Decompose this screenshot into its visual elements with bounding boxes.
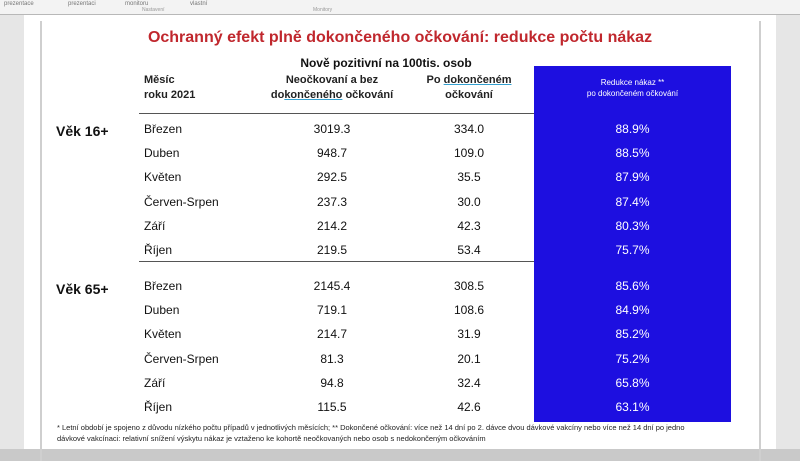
slide-subtitle: Nově pozitivní na 100tis. osob <box>300 56 472 70</box>
ribbon-group-settings: Nastavení <box>142 7 165 13</box>
cell-unvacc: 948.7 <box>316 146 348 160</box>
app-ribbon <box>0 0 800 15</box>
table-row <box>24 352 776 372</box>
header-unvacc-line2 <box>252 88 412 103</box>
header-unvacc-line1: Neočkovaní a bez <box>285 74 379 86</box>
header-vacc-line1a: Po <box>426 74 444 86</box>
cell-reduction: 84.9% <box>615 303 650 317</box>
cell-vacc: 32.4 <box>457 376 481 390</box>
right-gutter <box>776 15 800 449</box>
cell-reduction: 65.8% <box>615 376 650 390</box>
cell-vacc: 42.6 <box>457 400 481 414</box>
slide-title: Ochranný efekt plně dokončeného očkování: redukce počtu nákaz <box>147 29 653 46</box>
footnote <box>57 422 757 444</box>
cell-month: Květen <box>144 327 182 341</box>
cell-reduction: 87.4% <box>615 195 650 209</box>
table-row <box>24 243 776 263</box>
header-unvacc-line2a: do <box>270 89 285 101</box>
cell-month: Březen <box>144 279 183 293</box>
header-reduction-line1: Redukce nákaz ** <box>600 78 665 87</box>
cell-month: Březen <box>144 122 183 136</box>
table-row <box>24 303 776 323</box>
cell-month: Září <box>144 376 166 390</box>
cell-reduction: 88.9% <box>615 122 650 136</box>
table-row <box>24 376 776 396</box>
table-row <box>24 400 776 420</box>
table-row <box>24 279 776 299</box>
header-reduction-line2: po dokončeném očkování <box>586 89 679 98</box>
cell-unvacc: 719.1 <box>316 303 348 317</box>
group-label-65: Věk 65+ <box>56 281 109 297</box>
cell-vacc: 108.6 <box>453 303 485 317</box>
cell-reduction: 85.2% <box>615 327 650 341</box>
cell-reduction: 75.7% <box>615 243 650 257</box>
cell-vacc: 53.4 <box>457 243 481 257</box>
cell-month: Říjen <box>144 400 173 414</box>
cell-month: Duben <box>144 146 180 160</box>
cell-unvacc: 214.2 <box>316 219 348 233</box>
cell-month: Květen <box>144 170 182 184</box>
cell-reduction: 87.9% <box>615 170 650 184</box>
table-row <box>24 146 776 166</box>
cell-unvacc: 292.5 <box>316 170 348 184</box>
table-row <box>24 327 776 347</box>
cell-unvacc: 214.7 <box>316 327 348 341</box>
cell-unvacc: 2145.4 <box>313 279 351 293</box>
cell-vacc: 334.0 <box>453 122 485 136</box>
cell-vacc: 35.5 <box>457 170 481 184</box>
cell-unvacc: 94.8 <box>320 376 344 390</box>
cell-month: Červen-Srpen <box>144 352 219 366</box>
cell-vacc: 30.0 <box>457 195 481 209</box>
cell-vacc: 42.3 <box>457 219 481 233</box>
ribbon-item-4[interactable]: vlastní <box>190 1 208 7</box>
cell-month: Září <box>144 219 166 233</box>
cell-month: Červen-Srpen <box>144 195 219 209</box>
table-row <box>24 195 776 215</box>
left-gutter <box>0 15 24 449</box>
header-unvaccinated <box>252 73 412 103</box>
divider-top <box>139 113 534 114</box>
header-month <box>144 73 195 103</box>
header-reduction <box>534 77 731 99</box>
table-row <box>24 219 776 239</box>
cell-vacc: 308.5 <box>453 279 485 293</box>
ribbon-item-1[interactable]: prezentace <box>4 1 34 7</box>
cell-unvacc: 219.5 <box>316 243 348 257</box>
cell-vacc: 31.9 <box>457 327 481 341</box>
group-label-16: Věk 16+ <box>56 123 109 139</box>
cell-vacc: 109.0 <box>453 146 485 160</box>
footnote-line2: dávkové vakcínaci: relativní snížení výskytu nákaz je vztaženo ke kohortě neočkovaných nebo osob s nedokončeným očkováním <box>57 434 486 443</box>
table-row <box>24 170 776 190</box>
table-row <box>24 122 776 142</box>
header-vacc-line2: očkování <box>445 89 493 101</box>
slide-canvas <box>24 15 776 449</box>
cell-reduction: 63.1% <box>615 400 650 414</box>
cell-vacc: 20.1 <box>457 352 481 366</box>
ribbon-item-2[interactable]: prezentaci <box>68 1 96 7</box>
cell-month: Říjen <box>144 243 173 257</box>
cell-reduction: 80.3% <box>615 219 650 233</box>
header-vacc-line1 <box>404 73 534 88</box>
cell-unvacc: 81.3 <box>320 352 344 366</box>
footnote-line1: * Letní období je spojeno z důvodu nízkého počtu případů v jednotlivých měsících; ** Dokončené očkování: více než 14 dní po 2. dávce dvou dávkové vakcíny nebo více než 14 dní po jedno <box>57 423 685 432</box>
ribbon-group-monitors: Monitory <box>313 7 333 13</box>
cell-reduction: 85.6% <box>615 279 650 293</box>
cell-unvacc: 115.5 <box>317 400 347 414</box>
cell-reduction: 75.2% <box>615 352 650 366</box>
header-vaccinated <box>404 73 534 103</box>
header-vacc-line1b: dokončeném <box>443 74 512 86</box>
header-month-line2: roku 2021 <box>144 89 196 101</box>
header-unvacc-line2b: končeného <box>284 89 343 101</box>
cell-unvacc: 3019.3 <box>313 122 351 136</box>
header-unvacc-line2c: očkování <box>342 89 394 101</box>
cell-reduction: 88.5% <box>615 146 650 160</box>
cell-month: Duben <box>144 303 180 317</box>
cell-unvacc: 237.3 <box>316 195 348 209</box>
ribbon-item-3[interactable]: monitoru <box>125 1 149 7</box>
header-month-line1: Měsíc <box>144 74 175 86</box>
